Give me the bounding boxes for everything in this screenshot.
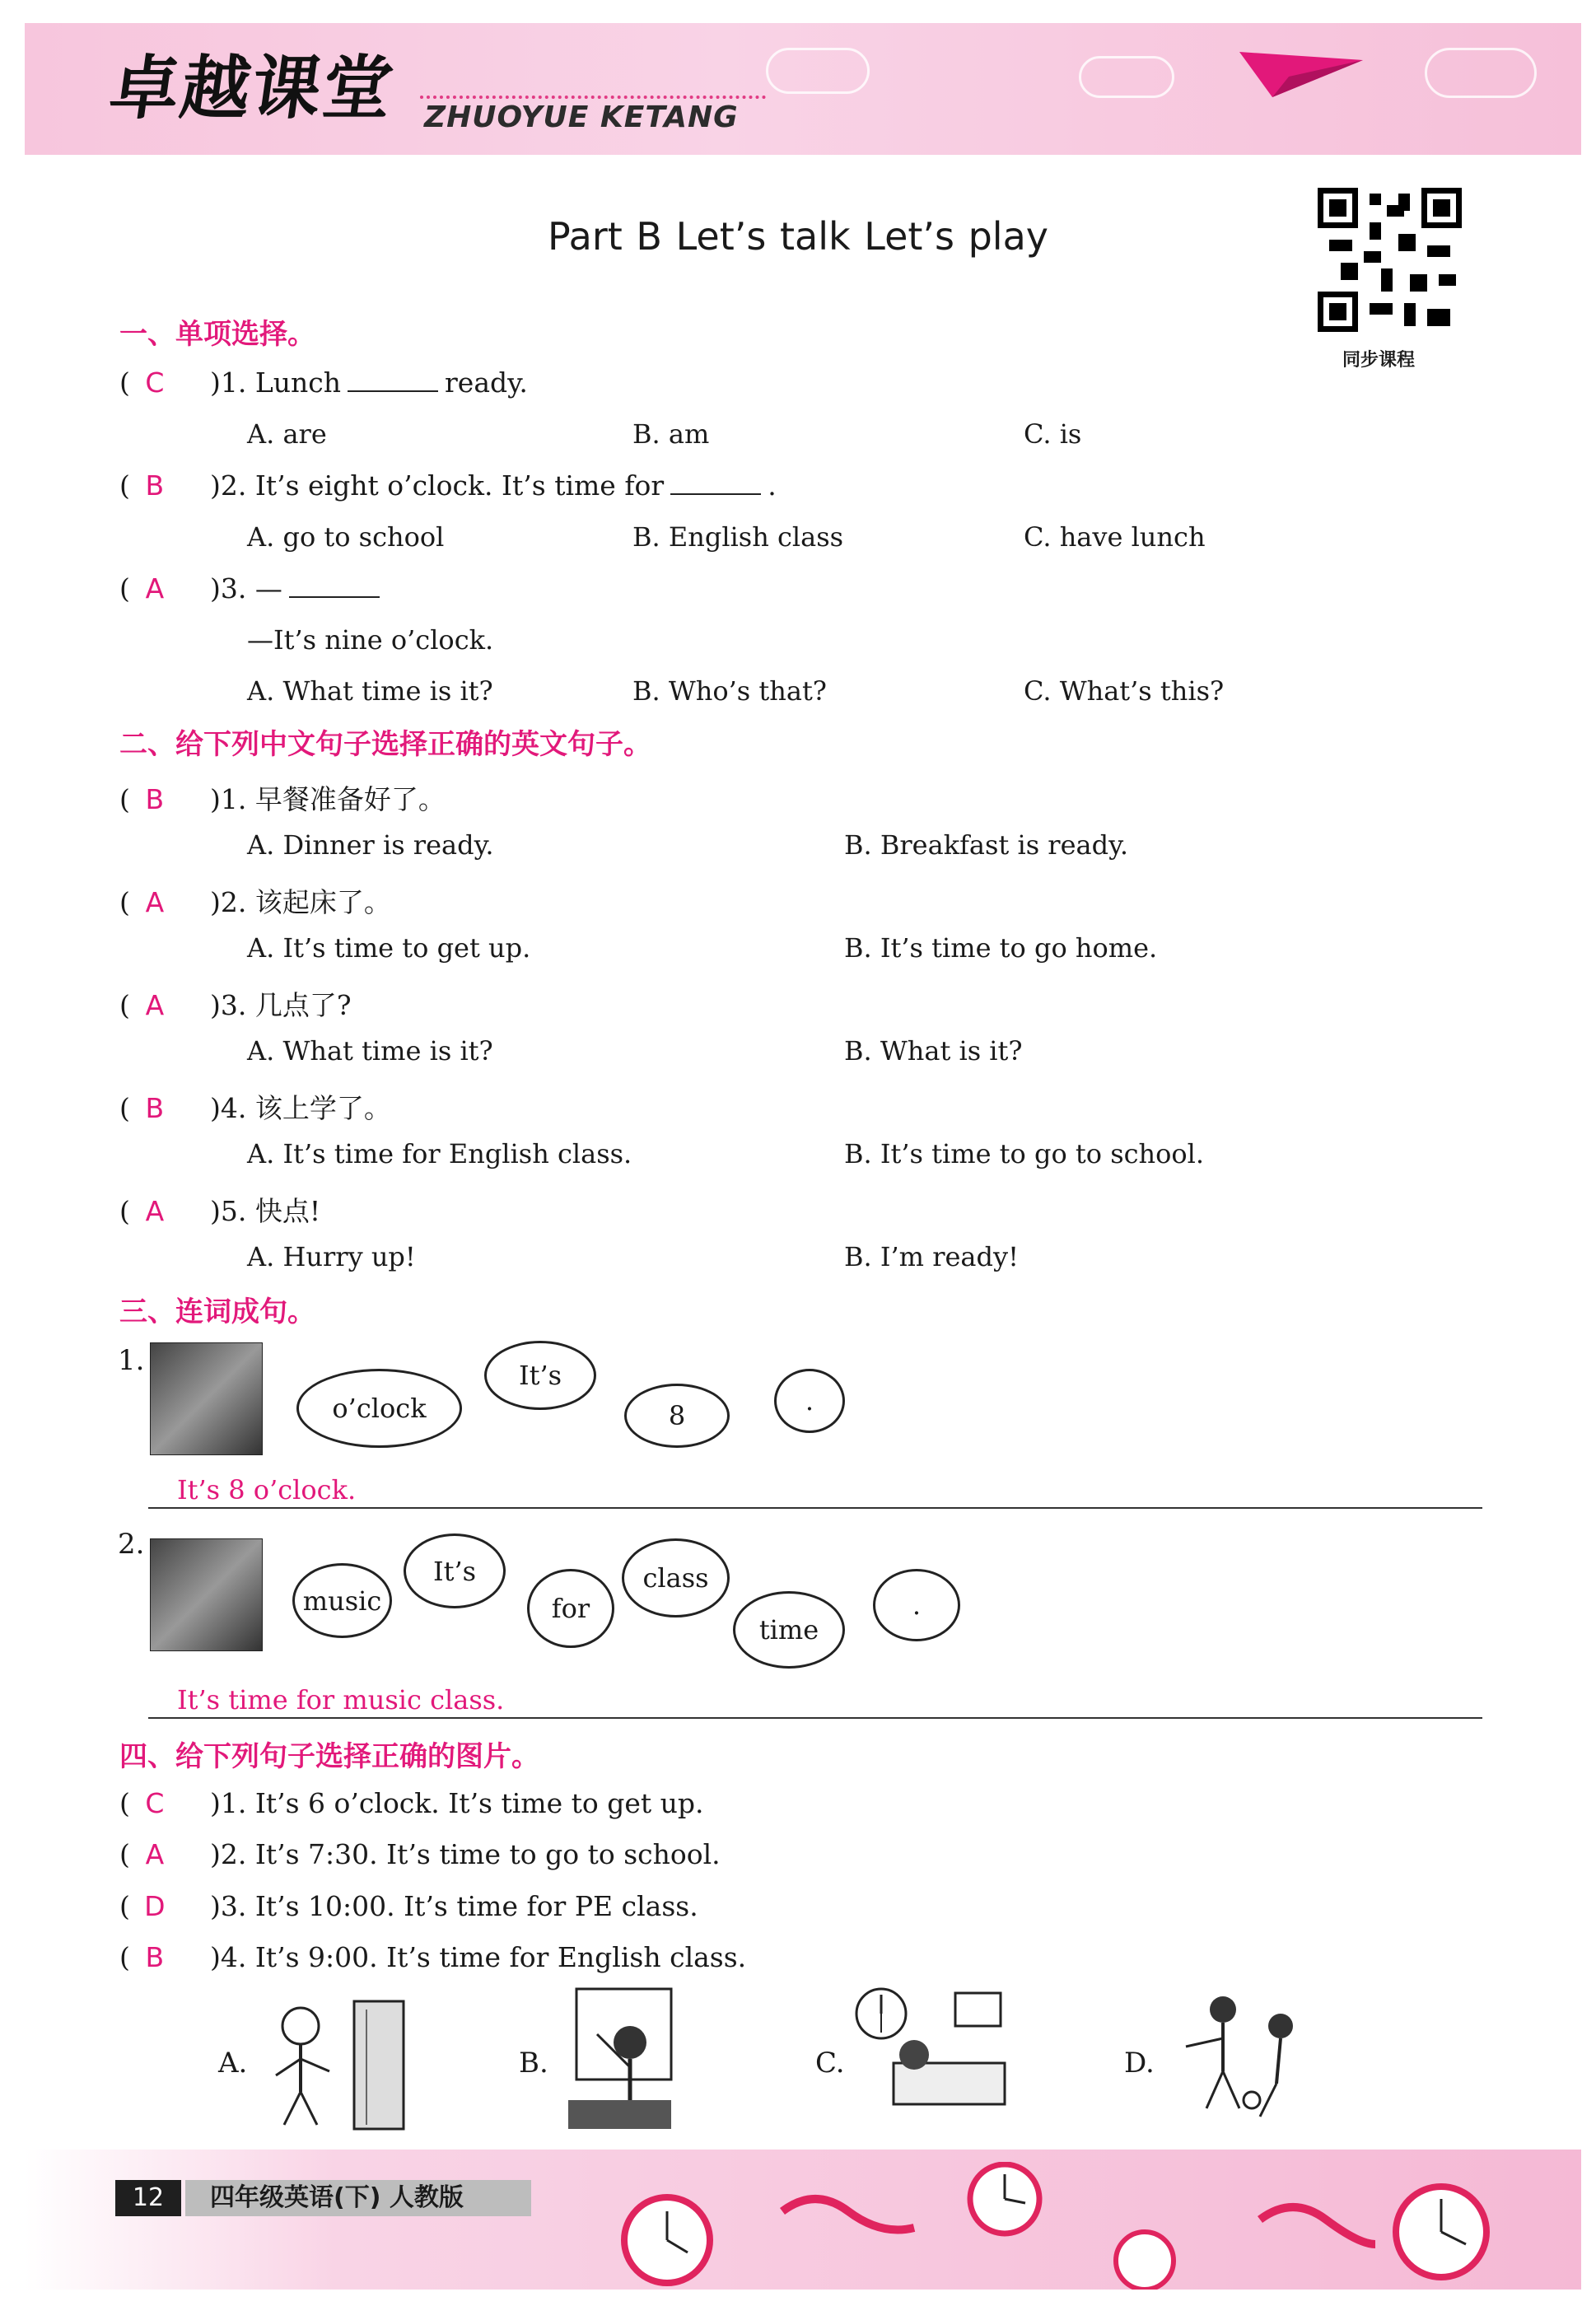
- section-heading: 二、给下列中文句子选择正确的英文句子。: [119, 728, 651, 761]
- option: A. Dinner is ready.: [247, 829, 494, 861]
- english-class-picture: [560, 1985, 675, 2133]
- question-row: ( A )2. 该起床了。: [119, 886, 391, 918]
- cartoon-photo: [150, 1538, 263, 1651]
- qr-label: 同步课程: [1342, 350, 1416, 371]
- option: A. Hurry up!: [247, 1241, 416, 1272]
- answer-mark: D: [144, 1890, 166, 1922]
- word-bubble: It’s: [484, 1341, 596, 1410]
- option: B. Breakfast is ready.: [844, 829, 1129, 861]
- answer-mark: B: [145, 783, 165, 815]
- word-bubble: .: [774, 1369, 845, 1433]
- option: A. It’s time to get up.: [247, 932, 531, 964]
- answer-mark: A: [145, 1195, 165, 1227]
- question-row: ( A )5. 快点!: [119, 1195, 321, 1227]
- handwritten-answer: It’s 8 o’clock.: [177, 1474, 357, 1505]
- picture-label: B.: [519, 2047, 548, 2080]
- section-heading: 三、连词成句。: [119, 1295, 315, 1328]
- answer-mark: A: [145, 989, 165, 1021]
- answer-mark: C: [145, 1787, 165, 1819]
- item-number: 2.: [118, 1528, 145, 1561]
- picture-label: A.: [218, 2047, 248, 2080]
- dialogue-line: —It’s nine o’clock.: [247, 624, 494, 656]
- section-heading: 四、给下列句子选择正确的图片。: [119, 1740, 539, 1773]
- word-bubble: o’clock: [296, 1369, 462, 1448]
- word-bubble: 8: [624, 1384, 730, 1448]
- question-row: ( B )2. It’s eight o’clock. It’s time for .: [119, 469, 777, 502]
- option: B. It’s time to go to school.: [844, 1138, 1205, 1169]
- word-bubble: for: [527, 1569, 614, 1648]
- picture-label: C.: [815, 2047, 845, 2080]
- page-number: 12: [115, 2180, 181, 2216]
- qr-code-icon[interactable]: [1318, 188, 1462, 332]
- question-row: ( C )1. Lunch ready.: [119, 366, 528, 399]
- pe-class-picture: [1161, 1993, 1309, 2125]
- word-bubble: It’s: [404, 1533, 506, 1608]
- question-row: ( B )4. It’s 9:00. It’s time for English class.: [119, 1941, 747, 1973]
- going-to-school-picture: [255, 1985, 412, 2133]
- option: A. It’s time for English class.: [247, 1138, 632, 1169]
- answer-rule: [148, 1507, 1482, 1509]
- option: B. I’m ready!: [844, 1241, 1019, 1272]
- logo: 卓越课堂: [105, 48, 399, 128]
- question-row: ( D )3. It’s 10:00. It’s time for PE class.: [119, 1890, 698, 1922]
- answer-mark: A: [145, 886, 165, 918]
- answer-mark: C: [145, 366, 165, 399]
- word-bubble: class: [622, 1538, 730, 1617]
- word-bubble: music: [292, 1563, 392, 1638]
- answer-mark: A: [145, 572, 165, 605]
- question-row: ( B )1. 早餐准备好了。: [119, 783, 446, 815]
- answer-rule: [148, 1717, 1482, 1719]
- book-title: 四年级英语(下) 人教版: [185, 2180, 531, 2216]
- question-row: ( C )1. It’s 6 o’clock. It’s time to get up.: [119, 1787, 704, 1819]
- cartoon-photo: [150, 1342, 263, 1455]
- answer-mark: A: [145, 1838, 165, 1870]
- word-bubble: .: [873, 1569, 960, 1641]
- handwritten-answer: It’s time for music class.: [177, 1684, 505, 1715]
- option: B. It’s time to go home.: [844, 932, 1158, 964]
- answer-mark: B: [145, 1092, 165, 1124]
- answer-mark: B: [145, 1941, 165, 1973]
- logo-divider: [420, 96, 766, 99]
- option: A. What time is it?: [247, 1035, 493, 1067]
- option: B. What is it?: [844, 1035, 1023, 1067]
- option: C. is: [1024, 418, 1082, 450]
- question-row: ( B )4. 该上学了。: [119, 1092, 391, 1124]
- option: A. go to school: [247, 521, 445, 553]
- paper-plane-icon: [1239, 40, 1371, 105]
- option: C. have lunch: [1024, 521, 1206, 553]
- section-heading: 一、单项选择。: [119, 318, 315, 351]
- option: B. English class: [632, 521, 844, 553]
- answer-mark: B: [145, 469, 165, 502]
- question-row: ( A )2. It’s 7:30. It’s time to go to school.: [119, 1838, 721, 1870]
- getting-up-picture: [848, 1985, 1013, 2117]
- picture-label: D.: [1124, 2047, 1155, 2080]
- option: A. What time is it?: [247, 675, 493, 707]
- option: B. am: [632, 418, 710, 450]
- clocks-decoration: [618, 2162, 1565, 2290]
- question-row: ( A )3. —: [119, 572, 386, 605]
- logo-pinyin: ZHUOYUE KETANG: [424, 100, 739, 134]
- page-title: Part B Let’s talk Let’s play: [548, 214, 1048, 259]
- word-bubble: time: [733, 1591, 845, 1669]
- question-row: ( A )3. 几点了?: [119, 989, 352, 1021]
- item-number: 1.: [118, 1344, 145, 1377]
- option: C. What’s this?: [1024, 675, 1225, 707]
- option: A. are: [247, 418, 327, 450]
- option: B. Who’s that?: [632, 675, 827, 707]
